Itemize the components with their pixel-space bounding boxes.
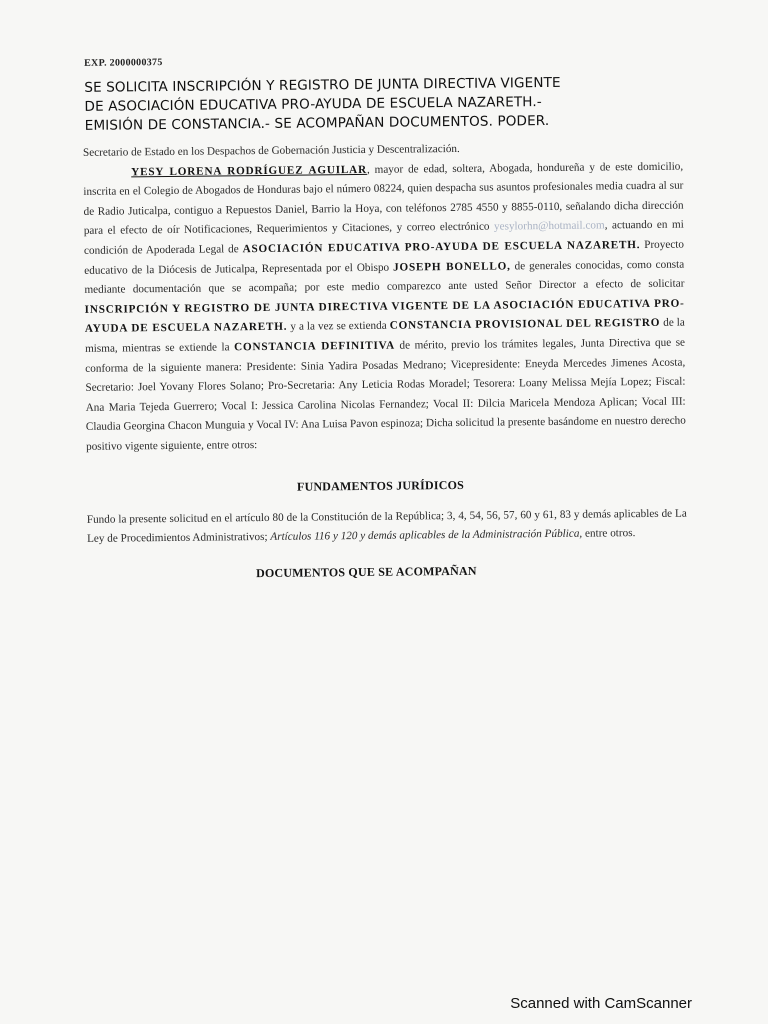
fundamentos-italic: Artículos 116 y 120 y demás aplicables de la Administración Pública,	[270, 527, 583, 544]
body-text: Proyecto educativo de la Diócesis de Juticalpa, Representada por el Obispo	[84, 238, 685, 277]
addressee: Secretario de Estado en los Despachos de Gobernación Justicia y Descentralización.	[82, 142, 460, 159]
body-text: de mérito, previo los trámites legales, Junta Directiva que se conforma de la siguiente manera: Presidente: Sinia Yadira Posadas Medrano; Vicepresidente: Eneyda Mercedes Jimenes Acosta, Secretario: Joel Yovany Flores Solano; Pro-Secretaria: Any Leticia Rodas Moradel; Tesorera: Loany Melissa Mejía Lopez; Fiscal: Ana Maria Tejeda Guerrero; Vocal I: Jessica Carolina Nicolas Fernandez; Vocal II: Dilcia Maricela Mendoza Aplican; Vocal III: Claudia Georgina Chacon Munguia y Vocal IV: Ana Luisa Pavon espinoza; Dicha solicitud la presente basándome en nuestro derecho positivo vigente siguiente, entre otros:	[85, 336, 686, 453]
title-line: DE ASOCIACIÓN EDUCATIVA PRO-AYUDA DE ESCUELA NAZARETH.-	[84, 94, 542, 115]
fundamentos-paragraph	[87, 504, 687, 549]
provisional-certificate: CONSTANCIA PROVISIONAL DEL REGISTRO	[389, 317, 661, 333]
title-line: EMISIÓN DE CONSTANCIA.- SE ACOMPAÑAN DOCUMENTOS. PODER.	[84, 112, 550, 134]
bishop-name: JOSEPH BONELLO,	[393, 259, 511, 274]
definitive-certificate: CONSTANCIA DEFINITIVA	[234, 339, 395, 354]
association-name: ASOCIACIÓN EDUCATIVA PRO-AYUDA DE ESCUELA NAZARETH.	[242, 239, 641, 256]
section-heading-documentos: DOCUMENTOS QUE SE ACOMPAÑAN	[255, 563, 477, 580]
expediente-number: EXP. 2000000375	[83, 57, 163, 69]
request-paragraph	[83, 157, 686, 457]
body-text: , mayor de edad, soltera, Abogada, hondureña y de este domicilio, inscrita en el Colegio de Abogados de Honduras bajo el número 08224, quien despacha sus asuntos profesionales media cuadra al sur de Radio Juticalpa, contiguo a Repuestos Daniel, Barrio la Hoya, con teléfonos 2785 4550 y 8855-0110, señalando dicha dirección para el efecto de oír Notificaciones, Requerimientos y Citaciones, y correo electrónico	[83, 160, 684, 238]
body-text: y a la vez se extienda	[287, 320, 387, 334]
document-title	[84, 73, 683, 136]
section-heading-fundamentos: FUNDAMENTOS JURÍDICOS	[296, 477, 465, 494]
body-text: de generales conocidas, como consta mediante documentación que se acompaña; por este medio comparezco ante usted Señor Director a efecto de solicitar	[84, 258, 685, 297]
fundamentos-text: Fundo la presente solicitud en el artículo 80 de la Constitución de la República; 3, 4, 54, 56, 57, 60 y 61, 83 y demás aplicables de La Ley de Procedimientos Administrativos;	[86, 507, 687, 545]
body-text: , actuando en mi condición de Apoderada Legal de	[83, 218, 684, 257]
lawyer-name: YESY LORENA RODRÍGUEZ AGUILAR	[131, 163, 367, 178]
scanner-watermark: Scanned with CamScanner	[510, 995, 692, 1012]
body-text: de la misma, mientras se extiende la	[84, 316, 685, 355]
title-line: SE SOLICITA INSCRIPCIÓN Y REGISTRO DE JUNTA DIRECTIVA VIGENTE	[84, 74, 561, 96]
fundamentos-text: entre otros.	[582, 527, 636, 540]
document-sheet	[70, 52, 691, 958]
email-link: yesylorhn@hotmail.com	[493, 219, 605, 233]
request-subject: INSCRIPCIÓN Y REGISTRO DE JUNTA DIRECTIVA VIGENTE DE LA ASOCIACIÓN EDUCATIVA PRO-AYUDA DE ESCUELA NAZARETH.	[84, 297, 685, 336]
